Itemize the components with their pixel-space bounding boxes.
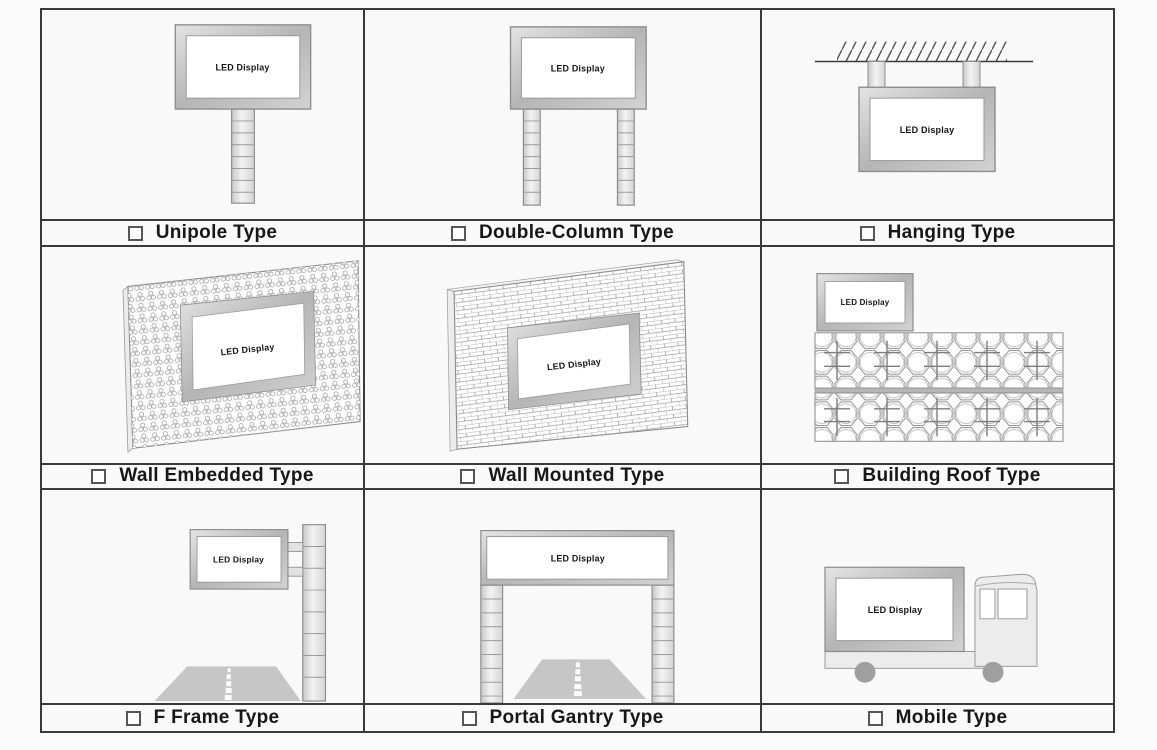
right-column	[617, 109, 634, 205]
front-wheel	[983, 662, 1004, 683]
type-label-hanging: Hanging Type	[887, 221, 1016, 243]
ceiling	[815, 42, 1033, 62]
floor-band	[815, 388, 1063, 393]
led-display-text: LED Display	[213, 554, 265, 565]
display-panel	[817, 274, 913, 331]
checkbox-unipole[interactable]	[128, 226, 143, 241]
label-row-unipole	[42, 219, 363, 245]
led-display-text: LED Display	[546, 356, 602, 373]
cab-window-small	[980, 589, 995, 619]
cell-f-frame	[42, 490, 365, 731]
cell-wall-mounted	[365, 247, 762, 490]
display-panel	[825, 567, 964, 651]
rear-wheel	[855, 662, 876, 683]
installation-types-grid	[40, 8, 1115, 733]
road	[513, 659, 646, 699]
pole	[232, 109, 255, 203]
display-panel	[511, 27, 647, 109]
display-panel	[859, 87, 995, 171]
label-row-f-frame	[42, 703, 363, 731]
type-label-wall-mounted: Wall Mounted Type	[488, 465, 665, 486]
display-panel	[481, 531, 674, 585]
cell-unipole	[42, 10, 365, 247]
label-row-building-roof	[762, 463, 1113, 488]
type-label-mobile: Mobile Type	[895, 706, 1008, 728]
building-roof-illustration	[762, 247, 1113, 463]
type-label-portal-gantry: Portal Gantry Type	[489, 706, 664, 728]
label-row-double-column	[365, 219, 760, 245]
display-panel	[180, 291, 315, 401]
wall-embedded-illustration	[42, 247, 363, 463]
label-row-wall-mounted	[365, 463, 760, 488]
cell-mobile	[762, 490, 1113, 731]
cell-building-roof	[762, 247, 1113, 490]
road	[155, 666, 301, 701]
truck-bed	[825, 651, 985, 668]
led-display-text: LED Display	[550, 63, 605, 74]
left-column	[523, 109, 540, 205]
display-panel	[508, 313, 642, 410]
led-display-text: LED Display	[550, 553, 605, 564]
checkbox-wall-embedded[interactable]	[91, 469, 106, 484]
checkbox-portal-gantry[interactable]	[462, 711, 477, 726]
type-label-double-column: Double-Column Type	[478, 221, 675, 243]
checkbox-wall-mounted[interactable]	[460, 469, 475, 484]
checkbox-mobile[interactable]	[868, 711, 883, 726]
building-facade	[815, 333, 1063, 441]
cell-wall-embedded	[42, 247, 365, 490]
ceiling-hatch	[837, 42, 1007, 62]
mobile-illustration	[762, 490, 1113, 703]
type-label-building-roof: Building Roof Type	[862, 465, 1041, 486]
led-display-text: LED Display	[220, 341, 275, 358]
label-row-hanging	[762, 219, 1113, 245]
display-panel	[190, 530, 288, 589]
cell-portal-gantry	[365, 490, 762, 731]
unipole-illustration	[42, 10, 363, 219]
cab-window-large	[998, 589, 1027, 619]
cell-hanging	[762, 10, 1113, 247]
label-row-mobile	[762, 703, 1113, 731]
hanging-illustration	[762, 10, 1113, 219]
truck-cab	[975, 574, 1037, 666]
checkbox-hanging[interactable]	[860, 226, 875, 241]
label-row-portal-gantry	[365, 703, 760, 731]
portal-gantry-illustration	[365, 490, 760, 703]
led-display-text: LED Display	[215, 62, 270, 73]
type-label-f-frame: F Frame Type	[153, 706, 280, 728]
led-display-text: LED Display	[899, 124, 955, 135]
checkbox-double-column[interactable]	[451, 226, 466, 241]
f-frame-illustration	[42, 490, 363, 703]
led-display-text: LED Display	[840, 298, 890, 308]
type-label-unipole: Unipole Type	[155, 221, 278, 243]
pole	[303, 525, 326, 701]
cell-double-column	[365, 10, 762, 247]
double-column-illustration	[365, 10, 760, 219]
hanger-posts	[868, 62, 980, 89]
checkbox-f-frame[interactable]	[126, 711, 141, 726]
display-panel	[175, 25, 310, 109]
checkbox-building-roof[interactable]	[834, 469, 849, 484]
left-column	[481, 585, 503, 703]
label-row-wall-embedded	[42, 463, 363, 488]
right-column	[652, 585, 674, 703]
led-display-text: LED Display	[867, 604, 923, 615]
wall-mounted-illustration	[365, 247, 760, 463]
type-label-wall-embedded: Wall Embedded Type	[119, 465, 314, 486]
